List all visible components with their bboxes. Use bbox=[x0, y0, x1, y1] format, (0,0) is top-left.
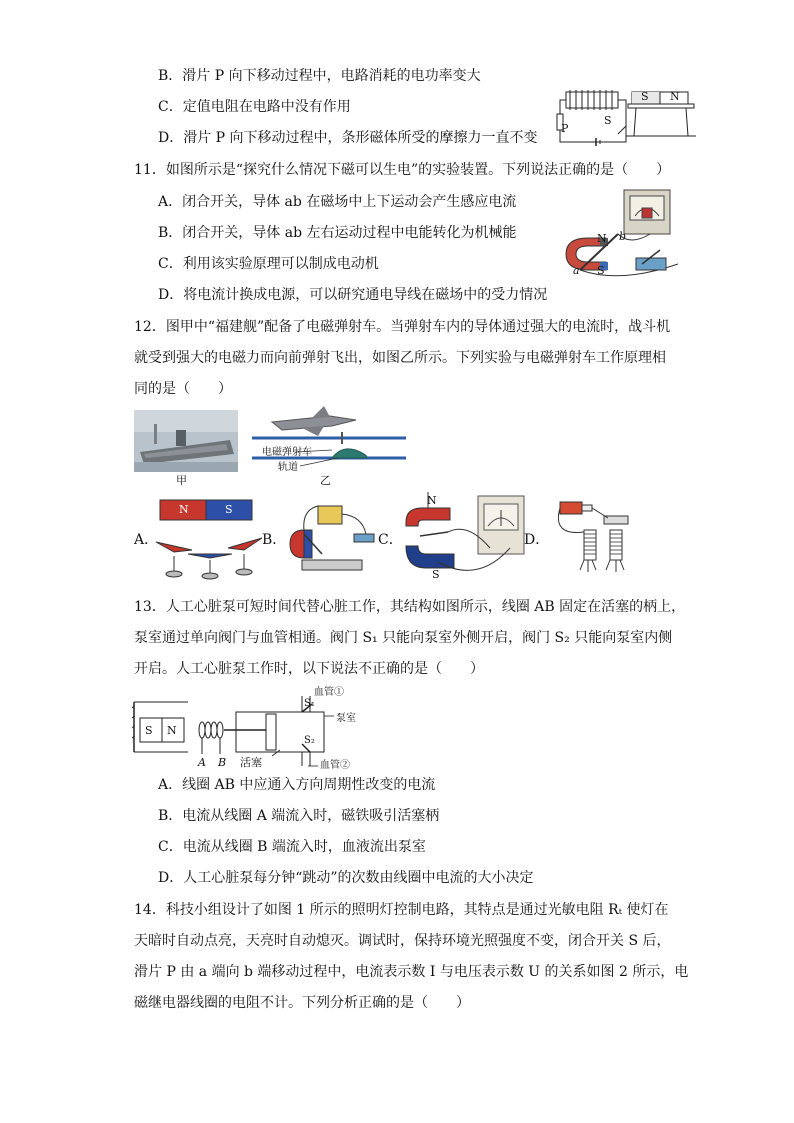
q12-label-track: 轨道 bbox=[278, 462, 298, 473]
q12-catapult-diagram bbox=[252, 404, 406, 474]
q12-stem-line-3: 同的是（ ） bbox=[134, 381, 232, 397]
q12-caption-yi: 乙 bbox=[320, 474, 331, 487]
q12-option-c-s-label: S bbox=[432, 568, 440, 581]
q13-coil-a-label: A bbox=[198, 756, 206, 769]
q13-magnet-n-label: N bbox=[167, 724, 177, 737]
q13-option-d: D．人工心脏泵每分钟“跳动”的次数由线圈中电流的大小决定 bbox=[158, 870, 534, 886]
q13-stem-line-2: 泵室通过单向阀门与血管相通。阀门 S₁ 只能向泵室外侧开启，阀门 S₂ 只能向泵室内侧 bbox=[134, 630, 673, 646]
q14-stem-line-3: 滑片 P 由 a 端向 b 端移动过程中，电流表示数 I 与电压表示数 U 的关系如图 2 所示，电 bbox=[134, 964, 689, 980]
q12-option-b-motor-figure bbox=[282, 500, 378, 576]
q11-magnet-n-label: N bbox=[597, 232, 607, 245]
q13-valve-s1-label: S₁ bbox=[304, 698, 315, 709]
q13-vessel-2-label: 血管② bbox=[320, 760, 350, 771]
q13-chamber-label: 泵室 bbox=[336, 713, 356, 724]
q12-option-d-electromagnet-figure bbox=[548, 496, 640, 576]
q10-magnet-s-label: S bbox=[641, 90, 649, 103]
q12-label-catapult-car: 电磁弹射车 bbox=[262, 447, 312, 458]
q12-option-a-s-label: S bbox=[225, 503, 233, 516]
q12-choice-d: D． bbox=[524, 532, 550, 548]
q12-choice-c: C． bbox=[378, 532, 403, 548]
q11-conductor-b-label: b bbox=[619, 230, 627, 243]
q13-coil-b-label: B bbox=[218, 756, 227, 769]
q11-stem: 11．如图所示是“探究什么情况下磁可以生电”的实验装置。下列说法正确的是（ ） bbox=[134, 162, 671, 178]
q14-stem-line-1: 14．科技小组设计了如图 1 所示的照明灯控制电路，其特点是通过光敏电阻 Rₜ 使灯在 bbox=[134, 902, 669, 918]
q13-magnet-s-label: S bbox=[145, 724, 153, 737]
q11-option-b: B．闭合开关，导体 ab 左右运动过程中电能转化为机械能 bbox=[158, 225, 517, 241]
q11-magnet-s-label: S bbox=[597, 264, 605, 277]
q12-choice-b: B． bbox=[262, 532, 287, 548]
q13-stem-line-1: 13．人工心脏泵可短时间代替心脏工作，其结构如图所示，线圈 AB 固定在活塞的柄上， bbox=[134, 599, 686, 615]
q13-option-b: B．电流从线圈 A 端流入时，磁铁吸引活塞柄 bbox=[158, 808, 440, 824]
q12-option-a-n-label: N bbox=[179, 503, 189, 516]
q14-stem-line-4: 磁继电器线圈的电阻不计。下列分析正确的是（ ） bbox=[134, 995, 470, 1011]
q13-valve-s2-label: S₂ bbox=[304, 735, 315, 746]
q10-option-b: B．滑片 P 向下移动过程中，电路消耗的电功率变大 bbox=[158, 68, 481, 84]
q10-switch-s-label: S bbox=[604, 114, 612, 127]
q10-slider-p-label: P bbox=[561, 122, 569, 135]
q13-stem-line-3: 开启。人工心脏泵工作时，以下说法不正确的是（ ） bbox=[134, 661, 484, 677]
q12-choice-a: A． bbox=[134, 532, 159, 548]
q12-option-c-n-label: N bbox=[427, 494, 437, 507]
q11-option-d: D．将电流计换成电源，可以研究通电导线在磁场中的受力情况 bbox=[158, 287, 548, 303]
q11-option-a: A．闭合开关，导体 ab 在磁场中上下运动会产生感应电流 bbox=[158, 194, 517, 210]
q12-option-a-magnet-figure bbox=[152, 498, 264, 580]
q13-option-a: A．线圈 AB 中应通入方向周期性改变的电流 bbox=[158, 777, 436, 793]
q13-piston-label: 活塞 bbox=[240, 756, 262, 769]
q13-option-c: C．电流从线圈 B 端流入时，血液流出泵室 bbox=[158, 839, 426, 855]
q12-option-c-generator-figure bbox=[398, 492, 528, 582]
q11-option-c: C．利用该实验原理可以制成电动机 bbox=[158, 256, 379, 272]
q10-magnet-n-label: N bbox=[670, 90, 680, 103]
q12-carrier-photo bbox=[134, 410, 238, 472]
q12-caption-jia: 甲 bbox=[176, 474, 187, 487]
q11-conductor-a-label: a bbox=[573, 264, 580, 277]
q14-stem-line-2: 天暗时自动点亮，天亮时自动熄灭。调试时，保持环境光照强度不变，闭合开关 S 后， bbox=[134, 933, 671, 949]
q10-option-c: C．定值电阻在电路中没有作用 bbox=[158, 99, 351, 115]
q12-stem-line-2: 就受到强大的电磁力而向前弹射飞出，如图乙所示。下列实验与电磁弹射车工作原理相 bbox=[134, 350, 666, 366]
q12-stem-line-1: 12．图甲中“福建舰”配备了电磁弹射车。当弹射车内的导体通过强大的电流时，战斗机 bbox=[134, 319, 671, 335]
q10-option-d: D．滑片 P 向下移动过程中，条形磁体所受的摩擦力一直不变 bbox=[158, 130, 538, 146]
q13-vessel-1-label: 血管① bbox=[314, 687, 344, 698]
